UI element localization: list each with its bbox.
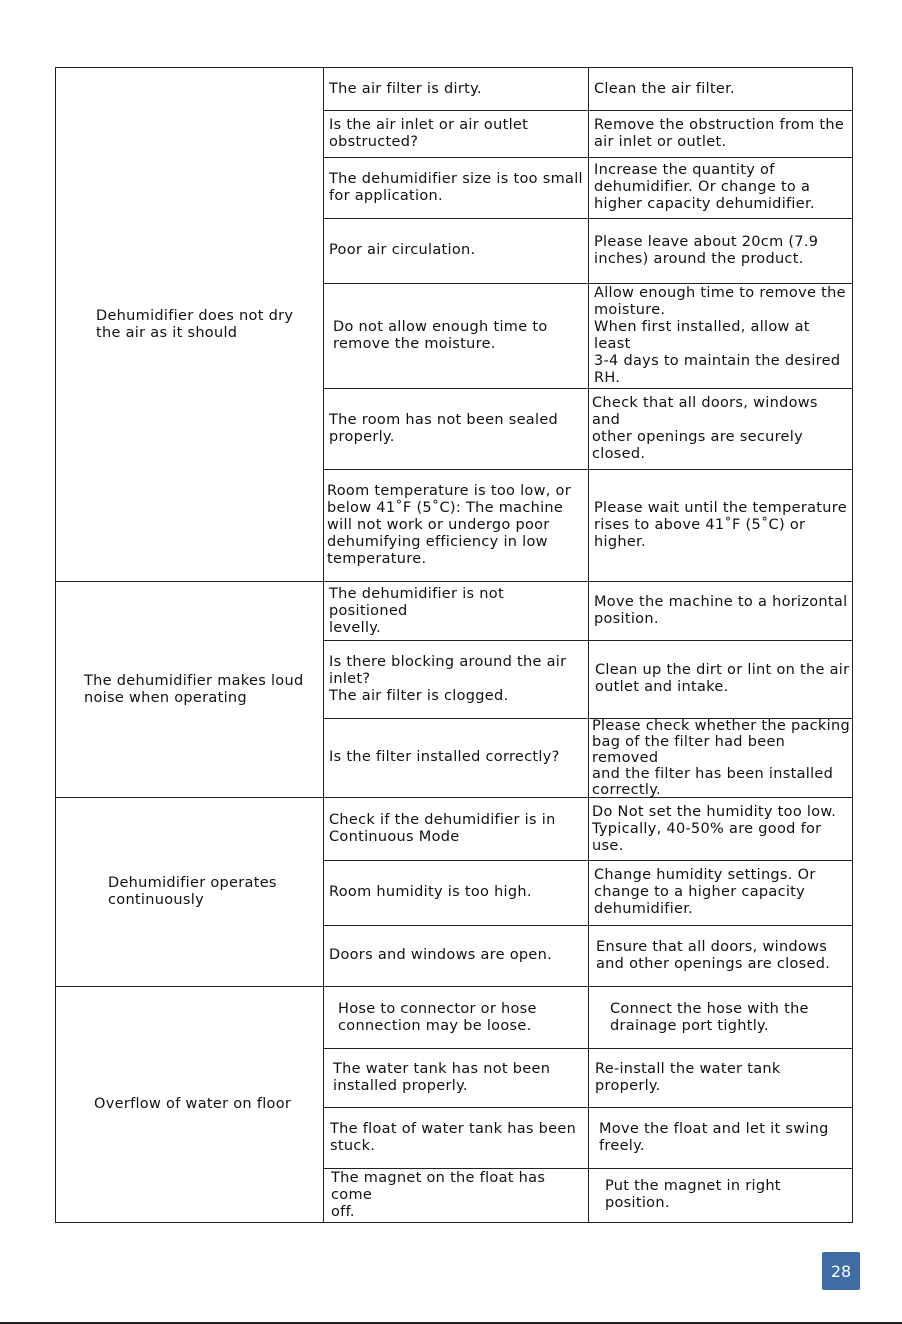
page-number-badge: 28 [822, 1252, 860, 1290]
cause-cell: Room humidity is too high. [329, 884, 532, 900]
cause-cell: Poor air circulation. [329, 242, 476, 258]
solution-cell: Increase the quantity of dehumidifier. Or change to a higher capacity dehumidifier. [594, 162, 815, 212]
cause-cell: The air filter is dirty. [329, 80, 482, 97]
solution-cell: Re-install the water tank properly. [595, 1060, 781, 1094]
cause-cell: The float of water tank has been stuck. [330, 1120, 577, 1154]
solution-cell: Please check whether the packing bag of the filter had been removed and the filter has been installed correctly. [592, 717, 850, 798]
problem-cell: Dehumidifier does not dry the air as it should [96, 307, 294, 341]
problem-cell: Dehumidifier operates continuously [108, 875, 277, 908]
solution-cell: Move the machine to a horizontal position. [594, 594, 848, 627]
solution-cell: Change humidity settings. Or change to a higher capacity dehumidifier. [594, 867, 816, 917]
cause-cell: Is there blocking around the air inlet? The air filter is clogged. [329, 653, 567, 704]
solution-cell: Please wait until the temperature rises to above 41˚F (5˚C) or higher. [594, 499, 847, 550]
troubleshooting-table [55, 67, 853, 1223]
cause-cell: Room temperature is too low, or below 41˚F (5˚C): The machine will not work or undergo poor dehumifying efficiency in low temperature. [327, 482, 571, 567]
cause-cell: Check if the dehumidifier is in Continuous Mode [329, 812, 556, 845]
problem-cell: Overflow of water on floor [94, 1096, 292, 1112]
problem-cell: The dehumidifier makes loud noise when operating [84, 672, 304, 706]
solution-cell: Ensure that all doors, windows and other openings are closed. [596, 938, 831, 972]
solution-cell: Allow enough time to remove the moisture. When first installed, allow at least 3-4 days to maintain the desired RH. [594, 284, 846, 386]
solution-cell: Clean up the dirt or lint on the air outlet and intake. [595, 662, 850, 695]
solution-cell: Remove the obstruction from the air inlet or outlet. [594, 116, 845, 150]
cause-cell: Is the air inlet or air outlet obstructed? [329, 116, 529, 150]
solution-cell: Put the magnet in right position. [605, 1178, 781, 1211]
cause-cell: Hose to connector or hose connection may be loose. [338, 1000, 537, 1034]
cause-cell: The water tank has not been installed properly. [333, 1060, 551, 1094]
solution-cell: Connect the hose with the drainage port tightly. [610, 1000, 809, 1034]
cause-cell: The dehumidifier size is too small for application. [329, 170, 583, 204]
solution-cell: Please leave about 20cm (7.9 inches) around the product. [594, 233, 819, 267]
solution-cell: Clean the air filter. [594, 80, 735, 97]
cause-cell: Is the filter installed correctly? [329, 749, 560, 765]
cause-cell: Do not allow enough time to remove the moisture. [333, 318, 548, 352]
cause-cell: The room has not been sealed properly. [329, 411, 559, 445]
solution-cell: Do Not set the humidity too low. Typically, 40-50% are good for use. [592, 803, 837, 854]
cause-cell: The dehumidifier is not positioned levelly. [329, 585, 504, 636]
solution-cell: Move the float and let it swing freely. [599, 1120, 829, 1154]
cause-cell: Doors and windows are open. [329, 947, 553, 963]
cause-cell: The magnet on the float has come off. [331, 1169, 546, 1220]
solution-cell: Check that all doors, windows and other openings are securely closed. [592, 394, 818, 462]
